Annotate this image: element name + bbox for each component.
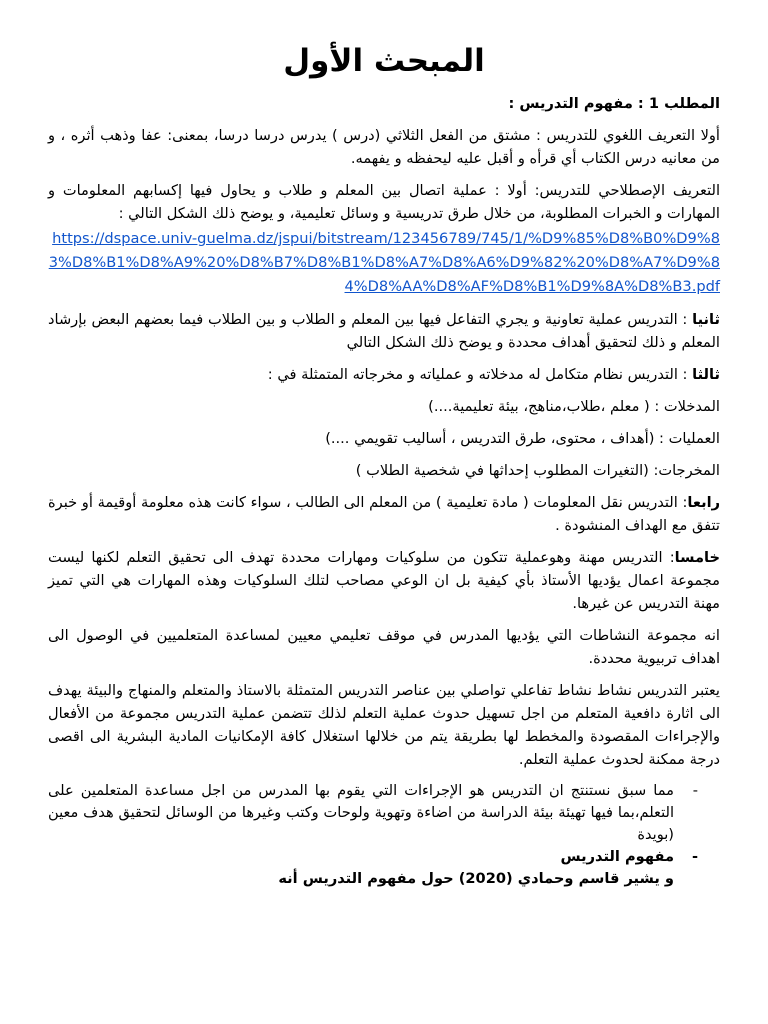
paragraph-technical-definition: التعريف الإصطلاحي للتدريس: أولا : عملية اتصال بين المعلم و طلاب و يحاول فيها إكسابهم المعلومات و المهارات و الخبرات المطلوبة، من خلال طرق تدريسية و وسائل تعليمية، و يوضح ذلك الشكل التالي : bbox=[48, 182, 720, 222]
paragraph-inputs: المدخلات : ( معلم ،طلاب،مناهج، بيئة تعليمية....) bbox=[428, 398, 720, 415]
list-item-text: مما سبق نستنتج ان التدريس هو الإجراءات التي يقوم بها المدرس من اجل مساعدة المتعلمين على التعلم،بما فيها تهيئة بيئة الدراسة من اضاءة وتهوية ولوحات وكتب وغيرها من الوسائل لتحقيق هدف معين (بويدة bbox=[48, 782, 674, 843]
source-link[interactable]: https://dspace.univ-guelma.dz/jspui/bitstream/123456789/745/1/%D9%85%D8%B0%D9%83%D8%B1%D8%A9%20%D8%B7%D8%B1%D8%A7%D8%A6%D9%82%20%D8%A7%D9%84%D8%AA%D8%AF%D8%B1%D9%8A%D8%B3.pdf bbox=[48, 230, 720, 295]
text-fourth: : التدريس نقل المعلومات ( مادة تعليمية ) من المعلم الى الطالب ، سواء كانت هذه معلومة أوقيمة أو خبرة تتفق مع الهداف المنشودة . bbox=[48, 494, 720, 534]
paragraph-second bbox=[48, 308, 720, 354]
paragraph-outputs: المخرجات: (التغيرات المطلوب إحداثها في شخصية الطلاب ) bbox=[355, 462, 720, 479]
paragraph-activities: انه مجموعة النشاطات التي يؤديها المدرس في موقف تعليمي معيين لمساعدة المتعلميين في الوصول الى اهداف تربيوية محددة. bbox=[48, 627, 720, 667]
dash-list bbox=[48, 780, 720, 890]
paragraph-fourth bbox=[48, 491, 720, 537]
paragraph-fifth bbox=[48, 546, 720, 615]
label-fifth: خامسا bbox=[674, 549, 720, 566]
text-fifth: : التدريس مهنة وهوعملية تتكون من سلوكيات ومهارات محددة تهدف الى تحقيق التعلم لكنها ليست مجموعة اعمال يؤديها الأستاذ بأي كيفية بل ان الوعي مصاحب لتلك السلوكيات وهذه المهارات هي التي تميز مهنة التدريس عن غيرها. bbox=[48, 549, 720, 612]
text-second: : التدريس عملية تعاونية و يجري التفاعل فيها بين المعلم و الطلاب و بين الطلاب فيما بعضهم البعض بإرشاد المعلم و ذلك لتحقيق أهداف محددة و يوضح ذلك الشكل التالي bbox=[48, 311, 720, 351]
list-marker: - bbox=[691, 848, 698, 865]
paragraph-processes: العمليات : (أهداف ، محتوى، طرق التدريس ، أساليب تقويمي ....) bbox=[325, 430, 720, 447]
paragraph-linguistic-definition: أولا التعريف اللغوي للتدريس : مشتق من الفعل الثلاثي (درس ) يدرس درسا درسا، بمعنى: عفا وذهب أثره ، و من معانيه درس الكتاب أي قرأه و أقبل عليه ليحفظه و يفهمه. bbox=[48, 127, 720, 167]
list-marker: - bbox=[692, 782, 698, 799]
list-item bbox=[48, 846, 720, 890]
text-third: : التدريس نظام متكامل له مدخلاته و عملياته و مخرجاته المتمثلة في : bbox=[267, 366, 693, 383]
paragraph-third bbox=[48, 363, 720, 386]
label-fourth: رابعا bbox=[687, 494, 720, 511]
list-item-text: و يشير قاسم وحمادي (2020) حول مفهوم التدريس أنه bbox=[278, 870, 674, 887]
page-title: المبحث الأول bbox=[283, 43, 485, 79]
label-third: ثالثا bbox=[692, 366, 720, 383]
section-heading: المطلب 1 : مفهوم التدريس : bbox=[508, 95, 720, 112]
label-second: ثانيا bbox=[692, 311, 720, 328]
paragraph-interactive: يعتبر التدريس نشاط نشاط تفاعلي تواصلي بين عناصر التدريس المتمثلة بالاستاذ والمتعلم والمنهاج والبيئة يهدف الى اثارة دافعية المتعلم من اجل تسهيل حدوث عملية التعلم لذلك تتضمن عملية التدريس مجموعة من الأفعال والإجراءات المقصودة والمخطط لها بطريقة يتم من خلالها استغلال كافة الإمكانيات المادية البشرية الى اقصى درجة ممكنة لحدوث عملية التعلم. bbox=[48, 682, 720, 768]
list-item bbox=[48, 780, 720, 846]
list-item-heading: مفهوم التدريس bbox=[560, 848, 674, 865]
